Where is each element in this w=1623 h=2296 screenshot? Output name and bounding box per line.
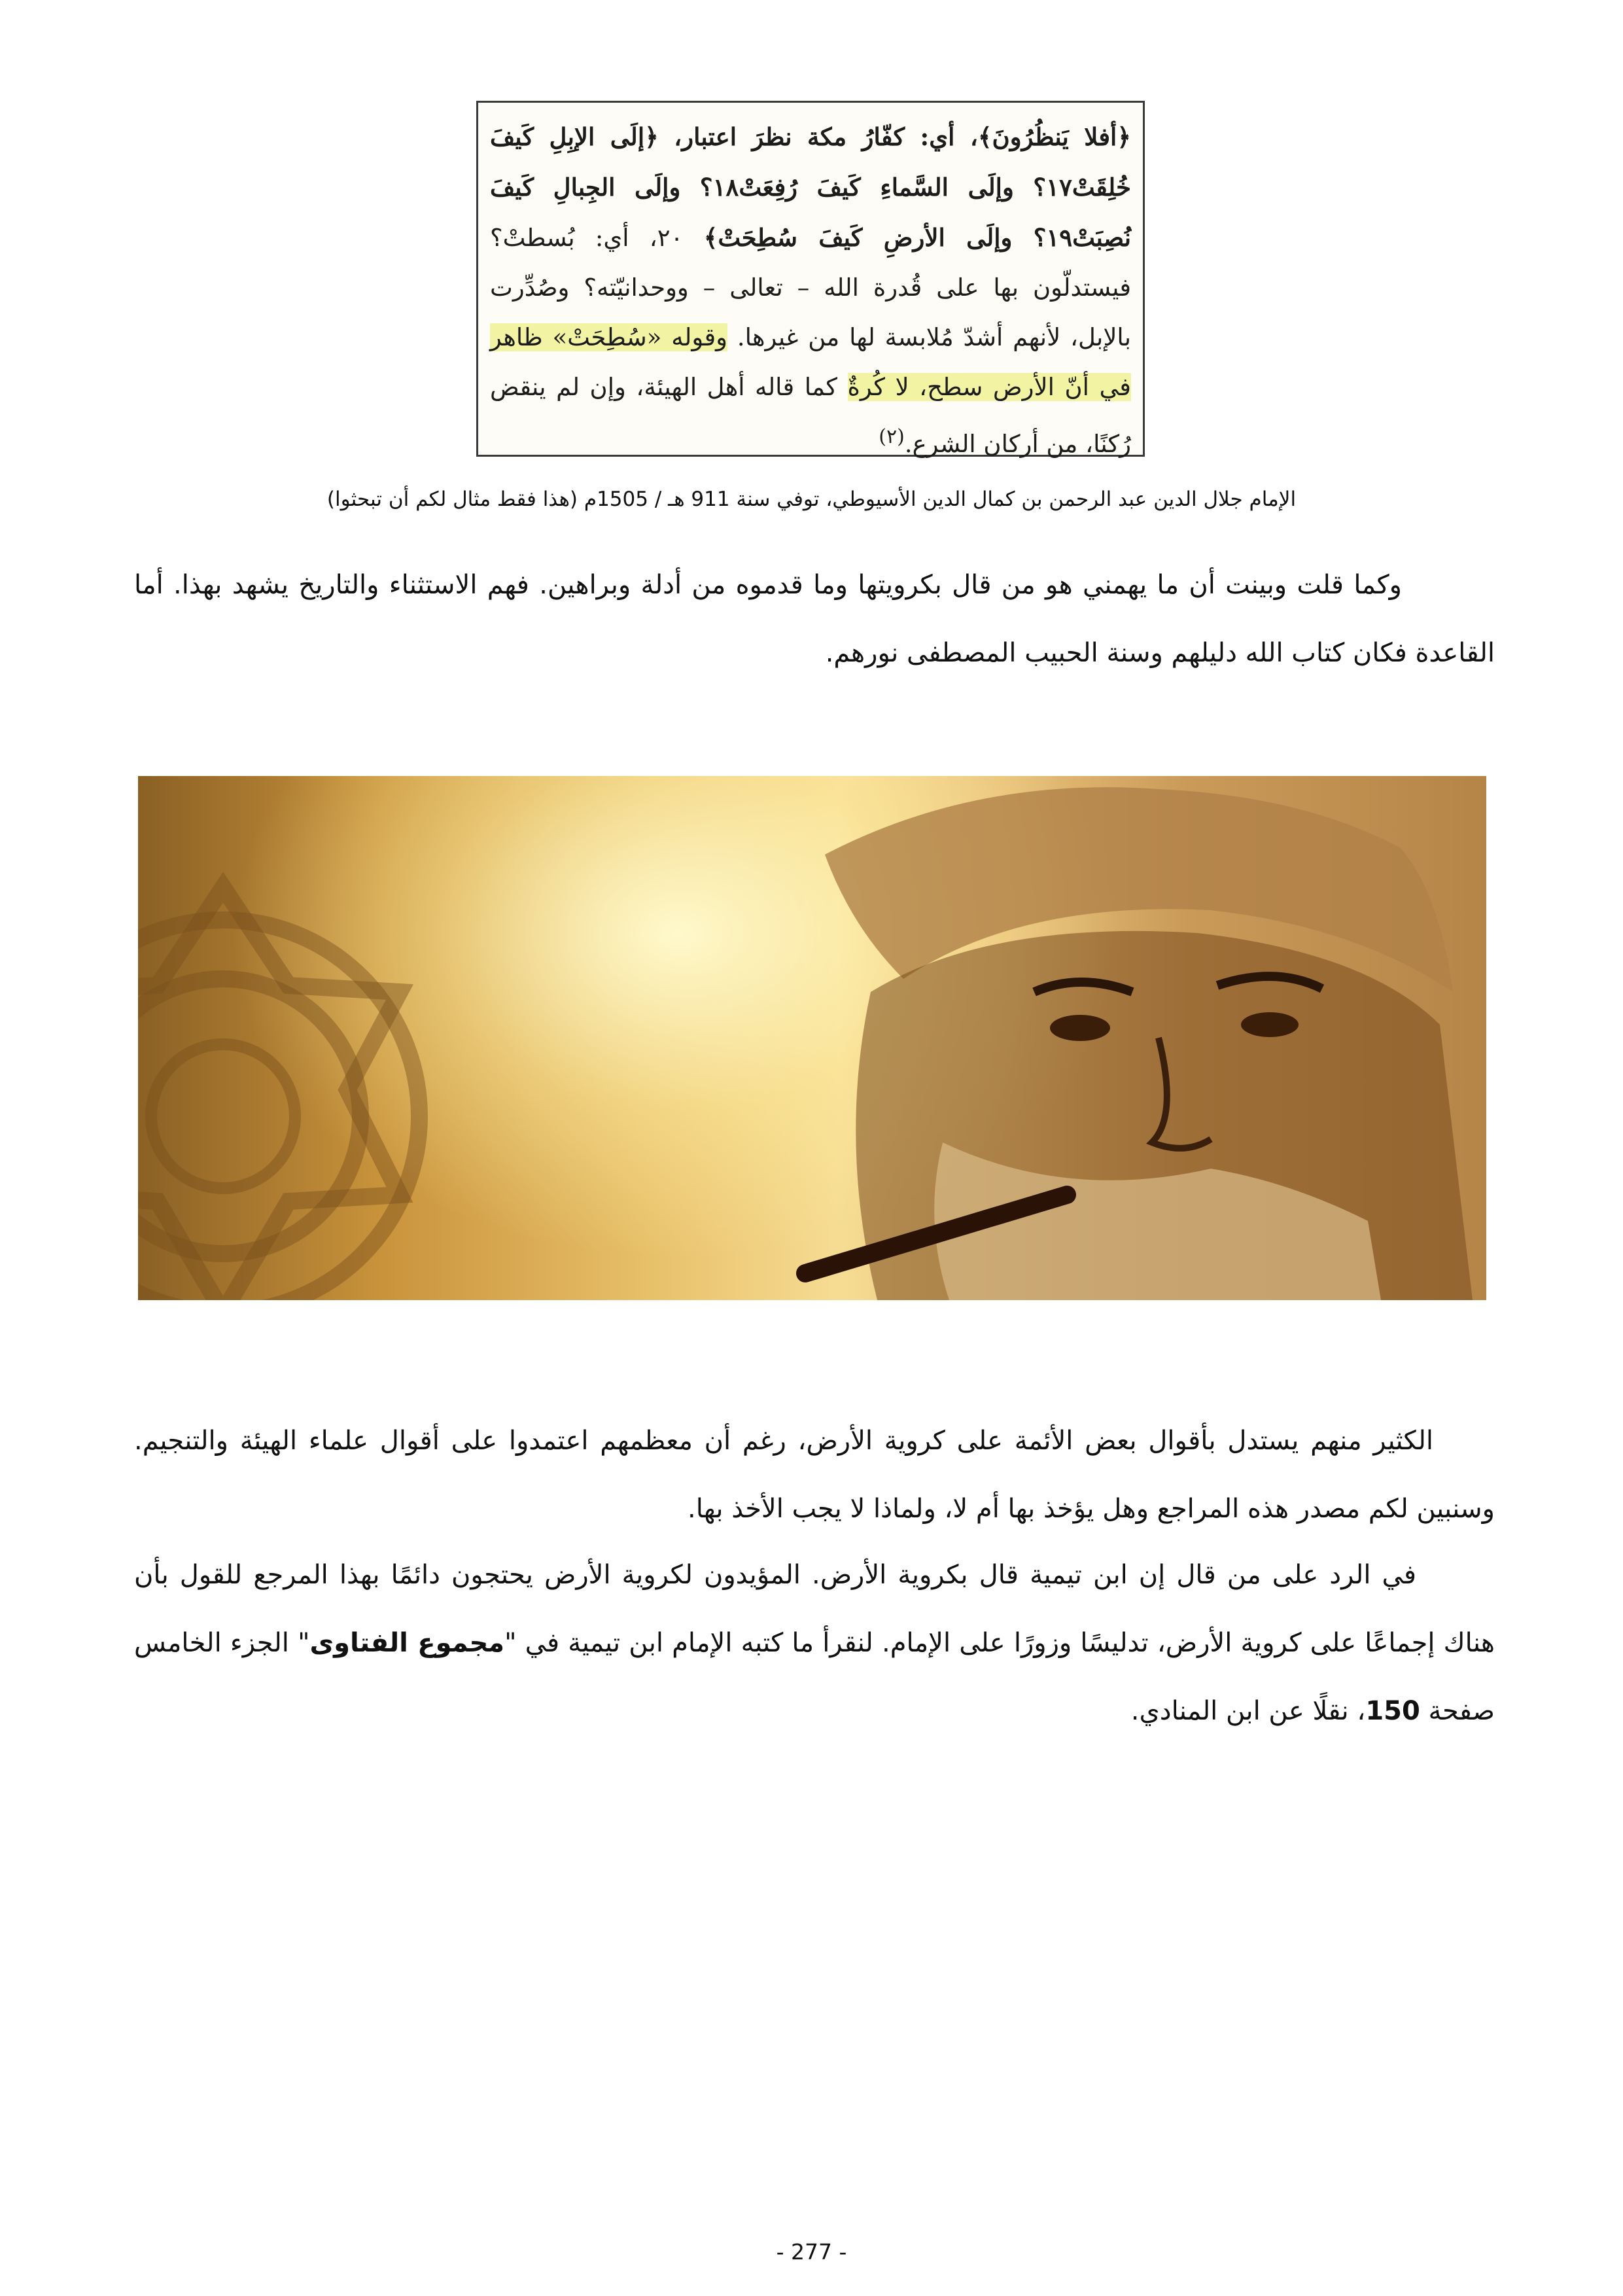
scan-commentary: فيستدلّون بها على قُدرة الله – تعالى – ووحدانيّته؟ وصُدِّرت بالإبل، لأنهم أشدّ مُلابسة لها من غيرها. <box>490 274 1132 351</box>
scan-commentary-end: كما قاله أهل الهيئة، وإن لم ينقض رُكنًا، من أركان الشرع. <box>490 373 1131 458</box>
scan-verse-opening: ﴿أفلا يَنظُرُونَ﴾، أي: كفّارُ مكة نظرَ اعتبار، <box>658 122 1131 151</box>
paragraph-3-text-3: ، نقلًا عن ابن المنادي. <box>1130 1696 1366 1726</box>
image-caption: الإمام جلال الدين عبد الرحمن بن كمال الدين الأسيوطي، توفي سنة 911 هـ / 1505م (هذا فقط مثال لكم أن تبحثوا) <box>326 487 1297 511</box>
paragraph-1: وكما قلت وبينت أن ما يهمني هو من قال بكرويتها وما قدموه من أدلة وبراهين. فهم الاستثناء والتاريخ يشهد بهذا. أما القاعدة فكان كتاب الله دليلهم وسنة الحبيب المصطفى نورهم. <box>134 570 1495 668</box>
paragraph-3-text: في الرد على من قال إن ابن تيمية قال بكروية الأرض. المؤيدون لكروية الأرض يحتجون دائمًا بهذا المرجع للقول بأن هناك إجماعًا على كروية الأرض، تدليسًا وزورًا على الإمام. لنقرأ ما كتبه الإمام ابن تيمية في " <box>134 1560 1495 1658</box>
geometric-ornament <box>138 887 419 1300</box>
page-number: - 277 - <box>776 2239 847 2265</box>
book-title: مجموع الفتاوى <box>309 1628 505 1658</box>
paragraph-3-text-2: " الجزء الخامس صفحة <box>134 1628 1495 1726</box>
scan-highlighted-text: وقوله «سُطِحَتْ» ظاهر في أنّ الأرض سطح، لا كُرةٌ <box>490 323 1131 401</box>
scholar-portrait-artwork <box>138 776 1486 1300</box>
scan-verse-gloss: ٢٠، أي: بُسطتْ؟ <box>490 224 704 252</box>
paragraph-3 <box>134 1541 1495 1745</box>
quran-tafsir-scan <box>476 101 1145 457</box>
scan-footnote-marker: (٢) <box>879 425 905 448</box>
page-reference: 150 <box>1365 1696 1420 1726</box>
scan-verse: ﴿إلَى الإبِلِ كَيفَ خُلِقَتْ١٧؟ وإلَى السَّماءِ كَيفَ رُفِعَتْ١٨؟ وإلَى الجِبالِ كَيفَ نُصِبَتْ١٩؟ وإلَى الأرضِ كَيفَ سُطِحَتْ﴾ <box>490 122 1132 252</box>
scholar-figure <box>805 787 1473 1300</box>
paragraph-2: الكثير منهم يستدل بأقوال بعض الأئمة على كروية الأرض، رغم أن معظمهم اعتمدوا على أقوال علماء الهيئة والتنجيم. وسنبين لكم مصدر هذه المراجع وهل يؤخذ بها أم لا، ولماذا لا يجب الأخذ بها. <box>134 1426 1495 1524</box>
scan-text <box>490 112 1131 469</box>
